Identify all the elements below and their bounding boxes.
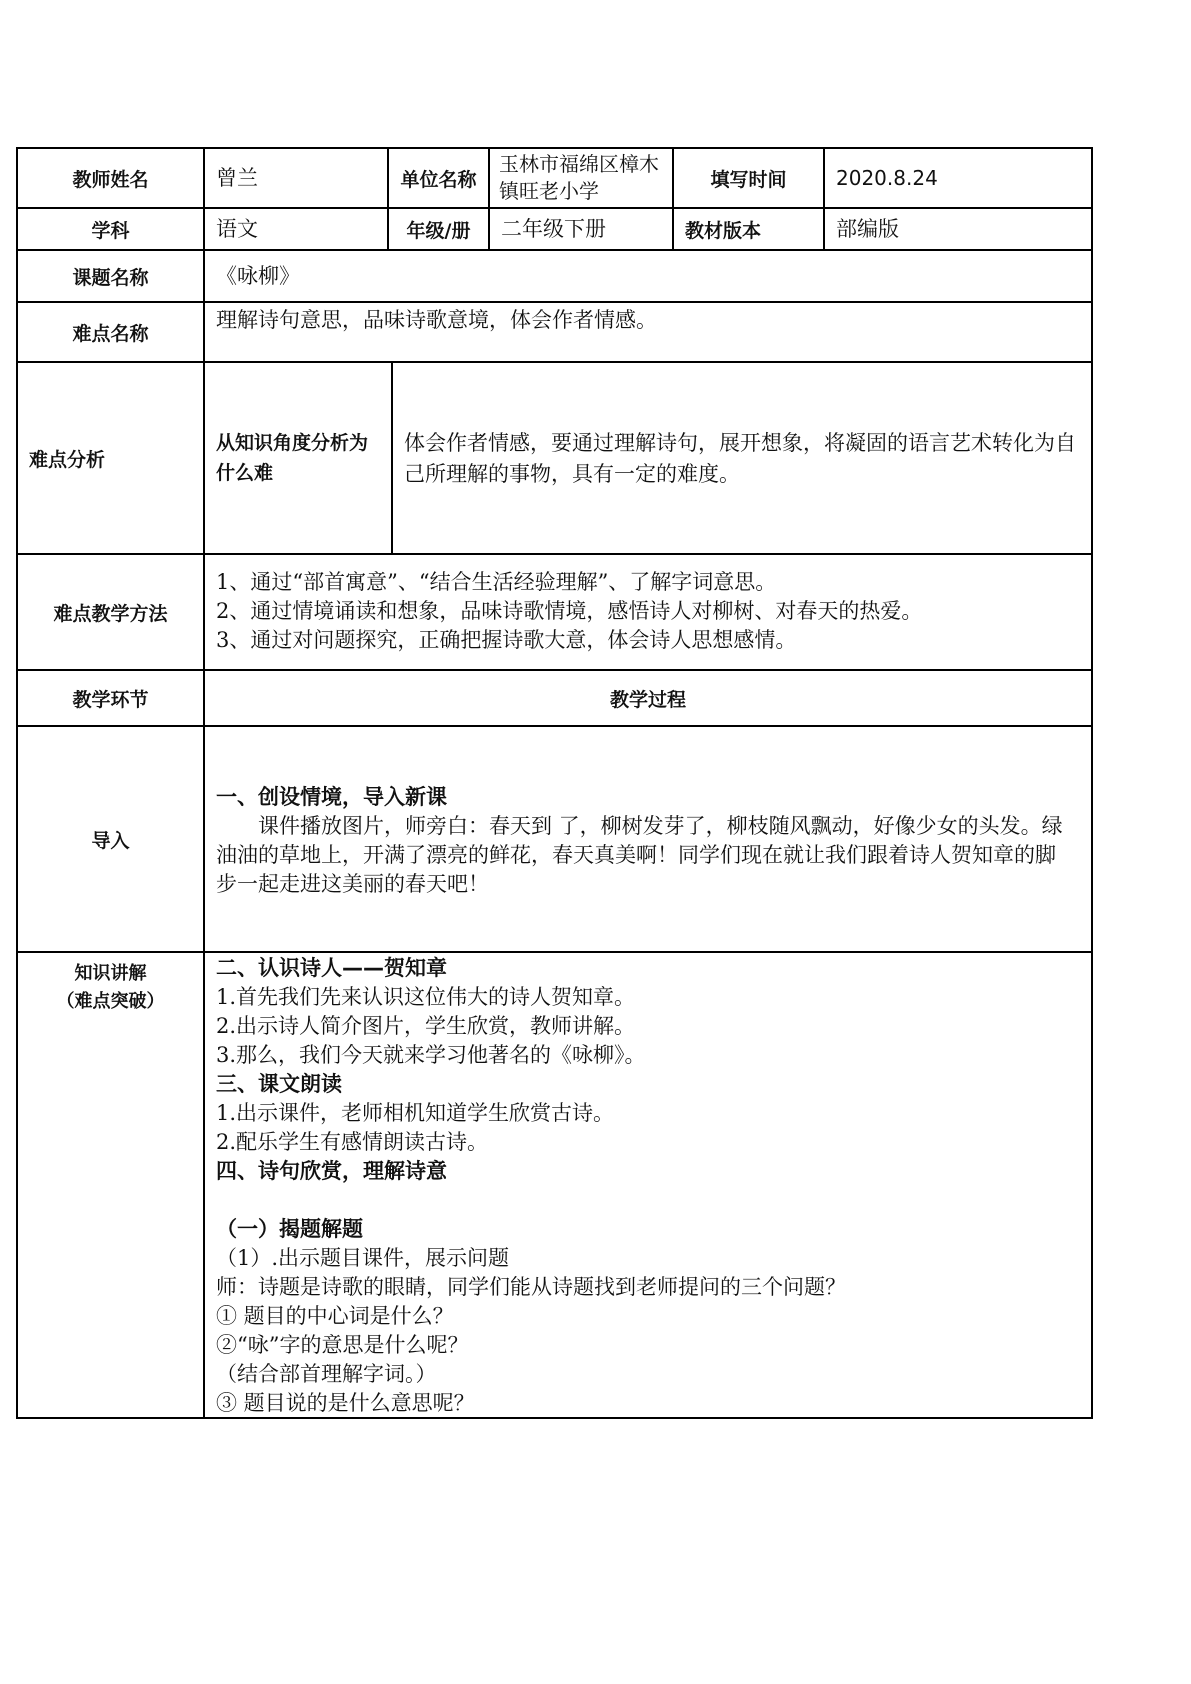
content-line: （结合部首理解字词。） — [216, 1362, 437, 1386]
content-line: ③ 题目说的是什么意思呢？ — [216, 1391, 475, 1415]
teacher-name-value: 曾兰 — [216, 166, 258, 190]
knowledge-label: 知识讲解 — [74, 963, 147, 984]
table-border — [672, 147, 674, 251]
intro-body: 课件播放图片，师旁白：春天到 了，柳树发芽了，柳枝随风飘动，好像少女的头发。绿油油的草地上，开满了漂亮的鲜花，春天真美啊！同学们现在就让我们跟着诗人贺知章的脚步一起走进这美丽的春天吧！ — [216, 814, 1063, 896]
table-border — [1091, 147, 1093, 1419]
method-list — [204, 554, 1092, 670]
table-border — [203, 147, 205, 1419]
knowledge-label-cell — [17, 952, 204, 1418]
table-border — [16, 147, 1093, 149]
content-line: 3.那么，我们今天就来学习他著名的《咏柳》。 — [216, 1043, 646, 1067]
intro-content — [204, 726, 1092, 952]
table-border — [488, 147, 490, 251]
content-line: ②“咏”字的意思是什么呢？ — [216, 1333, 469, 1357]
grade-value: 二年级下册 — [501, 217, 606, 241]
blank-line — [216, 1186, 1082, 1215]
method-item: 1、通过“部首寓意”、“结合生活经验理解”、了解字词意思。 — [216, 570, 777, 594]
topic-label: 课题名称 — [72, 266, 149, 289]
fill-date-label: 填写时间 — [710, 168, 787, 191]
fill-date-value: 2020.8.24 — [836, 166, 938, 190]
table-border — [16, 207, 1093, 209]
intro-heading: 一、创设情境，导入新课 — [216, 785, 447, 809]
table-border — [16, 147, 18, 1419]
analysis-label: 难点分析 — [29, 448, 106, 471]
knowledge-sublabel: （难点突破） — [56, 991, 165, 1012]
difficulty-label: 难点名称 — [72, 322, 149, 345]
table-border — [16, 1417, 1093, 1419]
intro-label: 导入 — [91, 829, 130, 852]
section-heading: 四、诗句欣赏，理解诗意 — [216, 1159, 447, 1183]
method-item: 2、通过情境诵读和想象，品味诗歌情境，感悟诗人对柳树、对春天的热爱。 — [216, 599, 923, 623]
subject-value: 语文 — [216, 217, 258, 241]
table-border — [387, 147, 389, 251]
section-heading: 二、认识诗人——贺知章 — [216, 956, 447, 980]
table-border — [16, 725, 1093, 727]
section-heading: 三、课文朗读 — [216, 1072, 342, 1096]
difficulty-value: 理解诗句意思，品味诗歌意境，体会作者情感。 — [216, 308, 657, 332]
edition-value: 部编版 — [836, 217, 899, 241]
table-border — [16, 301, 1093, 303]
sub-heading: （一）揭题解题 — [216, 1217, 363, 1241]
method-label: 难点教学方法 — [53, 602, 168, 625]
subject-label: 学科 — [91, 219, 130, 242]
table-border — [391, 361, 393, 555]
table-border — [823, 147, 825, 251]
method-item: 3、通过对问题探究，正确把握诗歌大意，体会诗人思想感情。 — [216, 628, 797, 652]
table-border — [16, 249, 1093, 251]
table-border — [16, 669, 1093, 671]
stage-header-label: 教学环节 — [72, 688, 149, 711]
content-line: 1.首先我们先来认识这位伟大的诗人贺知章。 — [216, 985, 636, 1009]
unit-name-label: 单位名称 — [400, 168, 477, 191]
teacher-name-label: 教师姓名 — [72, 168, 149, 191]
content-line: 2.配乐学生有感情朗读古诗。 — [216, 1130, 489, 1154]
table-border — [16, 553, 1093, 555]
analysis-value: 体会作者情感，要通过理解诗句，展开想象，将凝固的语言艺术转化为自己所理解的事物，具有一定的难度。 — [404, 431, 1076, 486]
table-border — [16, 951, 1093, 953]
grade-label: 年级/册 — [406, 219, 471, 242]
content-line: 1.出示课件，老师相机知道学生欣赏古诗。 — [216, 1101, 615, 1125]
edition-label: 教材版本 — [685, 219, 762, 242]
table-border — [16, 361, 1093, 363]
unit-name-value: 玉林市福绵区樟木镇旺老小学 — [499, 152, 659, 203]
content-line: （1）.出示题目课件，展示问题 — [216, 1246, 510, 1270]
knowledge-content — [204, 952, 1092, 1418]
content-line: ① 题目的中心词是什么？ — [216, 1304, 454, 1328]
content-line: 2.出示诗人简介图片，学生欣赏，教师讲解。 — [216, 1014, 636, 1038]
analysis-sub-label: 从知识角度分析为什么难 — [216, 432, 369, 484]
topic-value: 《咏柳》 — [216, 264, 300, 288]
process-header-label: 教学过程 — [609, 688, 686, 711]
content-line: 师：诗题是诗歌的眼睛，同学们能从诗题找到老师提问的三个问题？ — [216, 1275, 846, 1299]
